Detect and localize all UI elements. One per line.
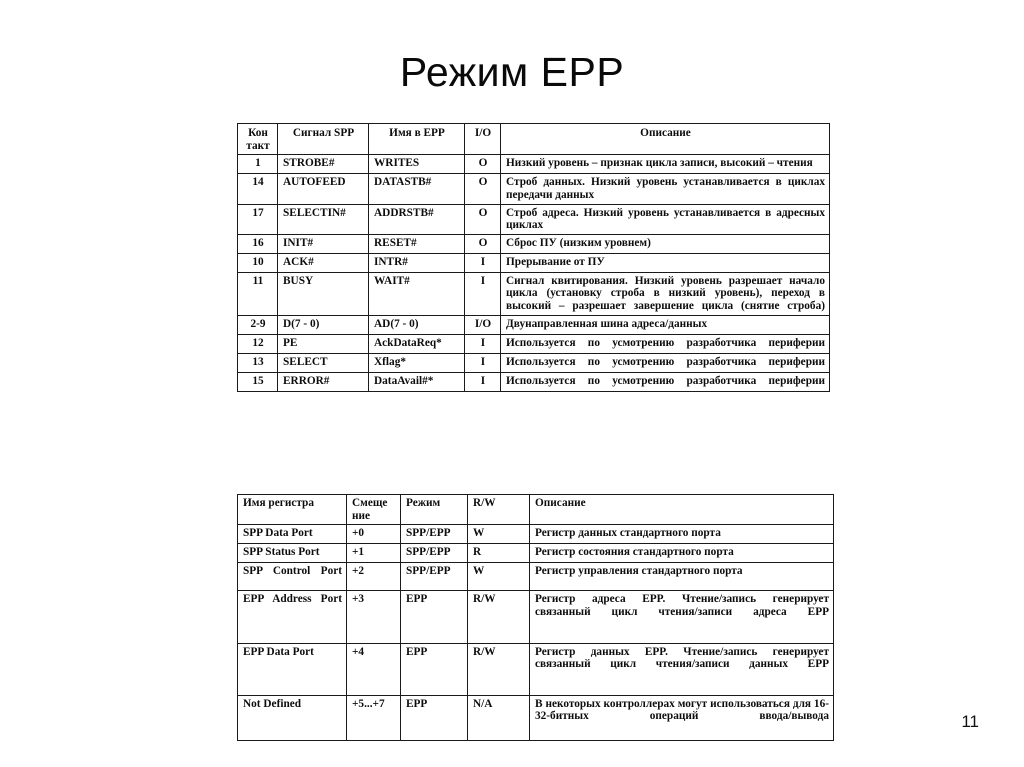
- column-header-rw: R/W: [468, 495, 530, 525]
- page-title: Режим EPP: [399, 49, 625, 96]
- column-header-io: I/O: [465, 124, 501, 155]
- cell-desc: Используется по усмотрению разработчика периферии: [501, 334, 830, 353]
- table-row: [238, 591, 834, 643]
- cell-rw: R: [468, 544, 530, 563]
- cell-spp: AUTOFEED: [278, 174, 369, 204]
- column-header-register: Имя регистра: [238, 495, 347, 525]
- cell-offset: +4: [347, 643, 401, 695]
- table-row: [238, 525, 834, 544]
- cell-register: EPP Address Port: [238, 591, 347, 643]
- cell-io: O: [465, 174, 501, 204]
- cell-rw: W: [468, 525, 530, 544]
- cell-spp: SELECT: [278, 353, 369, 372]
- table-row: [238, 334, 830, 353]
- cell-desc: Регистр данных EPP. Чтение/запись генерирует связанный цикл чтения/записи данных EPP: [530, 643, 834, 695]
- table-row: [238, 544, 834, 563]
- cell-pin: 15: [238, 372, 278, 391]
- cell-register: EPP Data Port: [238, 643, 347, 695]
- cell-offset: +3: [347, 591, 401, 643]
- cell-spp: BUSY: [278, 272, 369, 315]
- cell-desc: Регистр данных стандартного порта: [530, 525, 834, 544]
- column-header-desc: Описание: [501, 124, 830, 155]
- registers-table: [237, 494, 834, 741]
- cell-epp: WRITES: [369, 155, 465, 174]
- table-row: [238, 563, 834, 591]
- column-header-pin: Кон такт: [238, 124, 278, 155]
- cell-pin: 10: [238, 253, 278, 272]
- cell-spp: ERROR#: [278, 372, 369, 391]
- cell-pin: 12: [238, 334, 278, 353]
- cell-epp: AckDataReq*: [369, 334, 465, 353]
- cell-epp: WAIT#: [369, 272, 465, 315]
- table-row: [238, 174, 830, 204]
- cell-mode: EPP: [401, 591, 468, 643]
- cell-mode: SPP/EPP: [401, 563, 468, 591]
- cell-spp: PE: [278, 334, 369, 353]
- cell-desc: Двунаправленная шина адреса/данных: [501, 315, 830, 334]
- cell-offset: +1: [347, 544, 401, 563]
- cell-desc: Регистр адреса EPP. Чтение/запись генерирует связанный цикл чтения/записи адреса EPP: [530, 591, 834, 643]
- table-row: [238, 234, 830, 253]
- column-header-mode: Режим: [401, 495, 468, 525]
- cell-io: I: [465, 253, 501, 272]
- cell-spp: INIT#: [278, 234, 369, 253]
- cell-offset: +0: [347, 525, 401, 544]
- cell-desc: Используется по усмотрению разработчика периферии: [501, 353, 830, 372]
- table-row: [238, 315, 830, 334]
- cell-epp: AD(7 - 0): [369, 315, 465, 334]
- cell-desc: Прерывание от ПУ: [501, 253, 830, 272]
- cell-register: SPP Data Port: [238, 525, 347, 544]
- cell-io: I: [465, 353, 501, 372]
- column-header-desc: Описание: [530, 495, 834, 525]
- cell-desc: Сброс ПУ (низким уровнем): [501, 234, 830, 253]
- cell-spp: SELECTIN#: [278, 204, 369, 234]
- cell-mode: SPP/EPP: [401, 544, 468, 563]
- table-header-row: [238, 495, 834, 525]
- cell-pin: 17: [238, 204, 278, 234]
- cell-pin: 1: [238, 155, 278, 174]
- table-row: [238, 272, 830, 315]
- cell-offset: +5...+7: [347, 695, 401, 740]
- cell-mode: EPP: [401, 695, 468, 740]
- cell-io: O: [465, 204, 501, 234]
- cell-register: Not Defined: [238, 695, 347, 740]
- cell-desc: Используется по усмотрению разработчика периферии: [501, 372, 830, 391]
- cell-desc: Регистр управления стандартного порта: [530, 563, 834, 591]
- page-number: 11: [961, 712, 979, 731]
- cell-pin: 11: [238, 272, 278, 315]
- cell-rw: W: [468, 563, 530, 591]
- cell-spp: STROBE#: [278, 155, 369, 174]
- cell-epp: DataAvail#*: [369, 372, 465, 391]
- cell-epp: ADDRSTB#: [369, 204, 465, 234]
- column-header-spp: Сигнал SPP: [278, 124, 369, 155]
- cell-io: I: [465, 372, 501, 391]
- cell-io: I: [465, 272, 501, 315]
- table-row: [238, 253, 830, 272]
- cell-io: O: [465, 155, 501, 174]
- cell-offset: +2: [347, 563, 401, 591]
- cell-mode: SPP/EPP: [401, 525, 468, 544]
- cell-epp: DATASTB#: [369, 174, 465, 204]
- cell-desc: Низкий уровень – признак цикла записи, высокий – чтения: [501, 155, 830, 174]
- cell-io: I: [465, 334, 501, 353]
- table-row: [238, 353, 830, 372]
- cell-spp: ACK#: [278, 253, 369, 272]
- table-header-row: [238, 124, 830, 155]
- column-header-offset: Смеще ние: [347, 495, 401, 525]
- table-row: [238, 695, 834, 740]
- cell-desc: Сигнал квитирования. Низкий уровень разрешает начало цикла (установку строба в низкий уровень), переход в высокий – разрешает завершение цикла (снятие строба): [501, 272, 830, 315]
- cell-io: I/O: [465, 315, 501, 334]
- cell-pin: 13: [238, 353, 278, 372]
- table-row: [238, 204, 830, 234]
- cell-mode: EPP: [401, 643, 468, 695]
- cell-desc: Регистр состояния стандартного порта: [530, 544, 834, 563]
- cell-epp: INTR#: [369, 253, 465, 272]
- cell-rw: N/A: [468, 695, 530, 740]
- signals-table: [237, 123, 830, 392]
- cell-pin: 2-9: [238, 315, 278, 334]
- cell-epp: RESET#: [369, 234, 465, 253]
- cell-pin: 14: [238, 174, 278, 204]
- column-header-epp: Имя в EPP: [369, 124, 465, 155]
- cell-pin: 16: [238, 234, 278, 253]
- cell-rw: R/W: [468, 643, 530, 695]
- cell-desc: Строб адреса. Низкий уровень устанавливается в адресных циклах: [501, 204, 830, 234]
- cell-spp: D(7 - 0): [278, 315, 369, 334]
- cell-io: O: [465, 234, 501, 253]
- cell-epp: Xflag*: [369, 353, 465, 372]
- table-row: [238, 643, 834, 695]
- table-row: [238, 372, 830, 391]
- table-row: [238, 155, 830, 174]
- cell-desc: В некоторых контроллерах могут использоваться для 16-32-битных операций ввода/вывода: [530, 695, 834, 740]
- cell-desc: Строб данных. Низкий уровень устанавливается в циклах передачи данных: [501, 174, 830, 204]
- cell-register: SPP Control Port: [238, 563, 347, 591]
- cell-register: SPP Status Port: [238, 544, 347, 563]
- cell-rw: R/W: [468, 591, 530, 643]
